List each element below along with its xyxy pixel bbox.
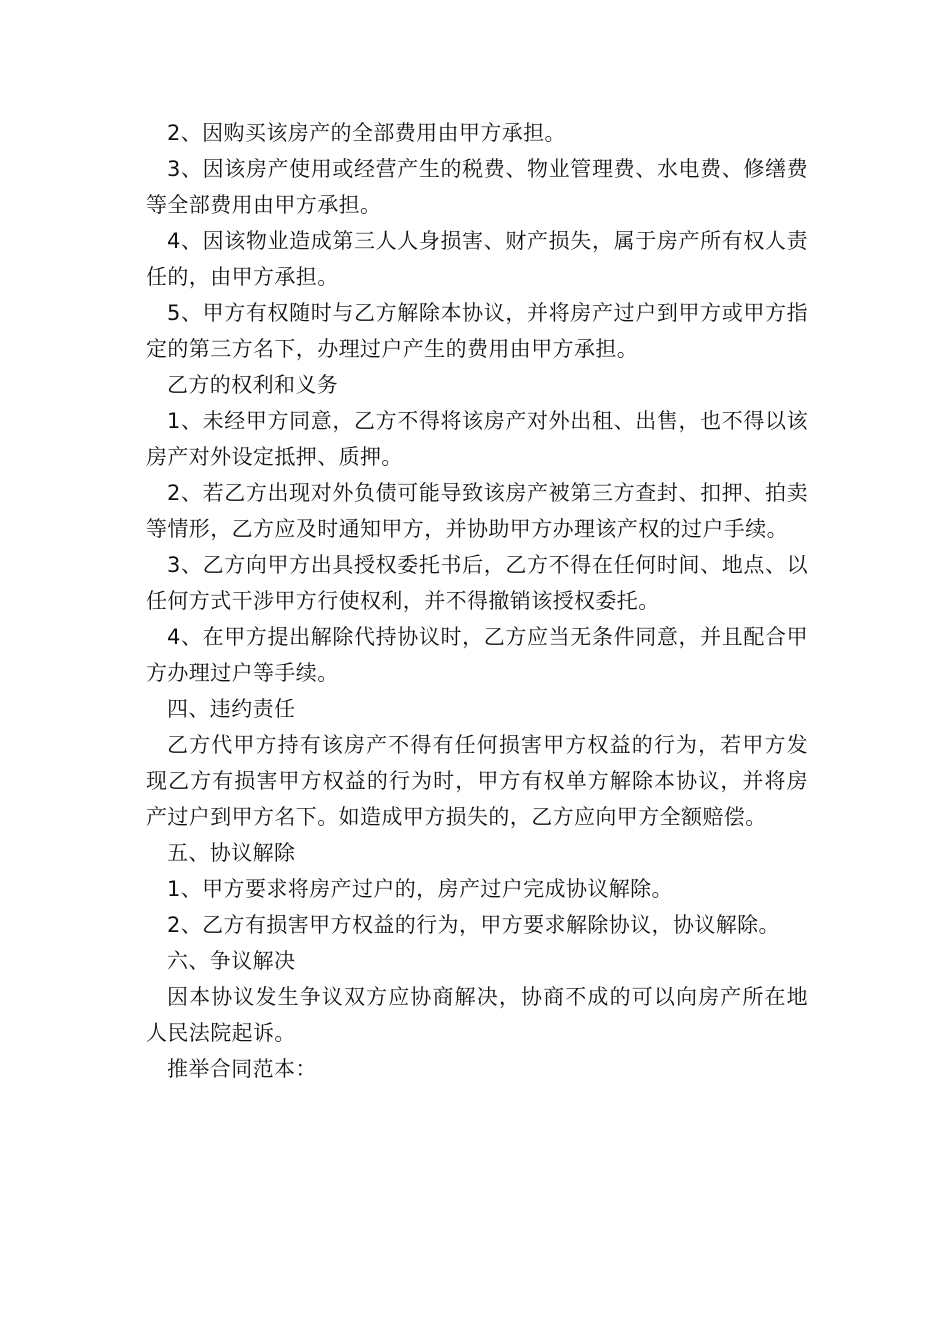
- paragraph-breach-liability: 乙方代甲方持有该房产不得有任何损害甲方权益的行为，若甲方发现乙方有损害甲方权益的行为时，甲方有权单方解除本协议，并将房产过户到甲方名下。如造成甲方损失的，乙方应向甲方全额赔偿。: [146, 733, 808, 829]
- section-heading-termination: 五、协议解除: [167, 841, 296, 865]
- document-body: [146, 115, 808, 1087]
- paragraph-no-lease-sale: 1、未经甲方同意，乙方不得将该房产对外出租、出售，也不得以该房产对外设定抵押、质押。: [146, 409, 808, 469]
- paragraph-third-party-damage: 4、因该物业造成第三人人身损害、财产损失，属于房产所有权人责任的，由甲方承担。: [146, 229, 808, 289]
- section-heading-breach: 四、违约责任: [167, 697, 296, 721]
- section-heading-party-b-rights: 乙方的权利和义务: [167, 373, 339, 397]
- paragraph-buyer-costs: 2、因购买该房产的全部费用由甲方承担。: [167, 121, 566, 145]
- paragraph-debt-notice: 2、若乙方出现对外负债可能导致该房产被第三方查封、扣押、拍卖等情形，乙方应及时通知甲方，并协助甲方办理该产权的过户手续。: [146, 481, 808, 541]
- paragraph-dispute-resolution: 因本协议发生争议双方应协商解决，协商不成的可以向房产所在地人民法院起诉。: [146, 985, 808, 1045]
- paragraph-template-recommendation: 推举合同范本：: [167, 1057, 317, 1081]
- paragraph-termination-on-damage: 2、乙方有损害甲方权益的行为，甲方要求解除协议，协议解除。: [167, 913, 780, 937]
- paragraph-usage-fees: 3、因该房产使用或经营产生的税费、物业管理费、水电费、修缮费等全部费用由甲方承担。: [146, 157, 808, 217]
- paragraph-cooperate-transfer: 4、在甲方提出解除代持协议时，乙方应当无条件同意，并且配合甲方办理过户等手续。: [146, 625, 808, 685]
- paragraph-termination-right: 5、甲方有权随时与乙方解除本协议，并将房产过户到甲方或甲方指定的第三方名下，办理过户产生的费用由甲方承担。: [146, 301, 808, 361]
- paragraph-termination-on-transfer: 1、甲方要求将房产过户的，房产过户完成协议解除。: [167, 877, 673, 901]
- paragraph-power-of-attorney: 3、乙方向甲方出具授权委托书后，乙方不得在任何时间、地点、以任何方式干涉甲方行使权利，并不得撤销该授权委托。: [146, 553, 808, 613]
- section-heading-dispute: 六、争议解决: [167, 949, 296, 973]
